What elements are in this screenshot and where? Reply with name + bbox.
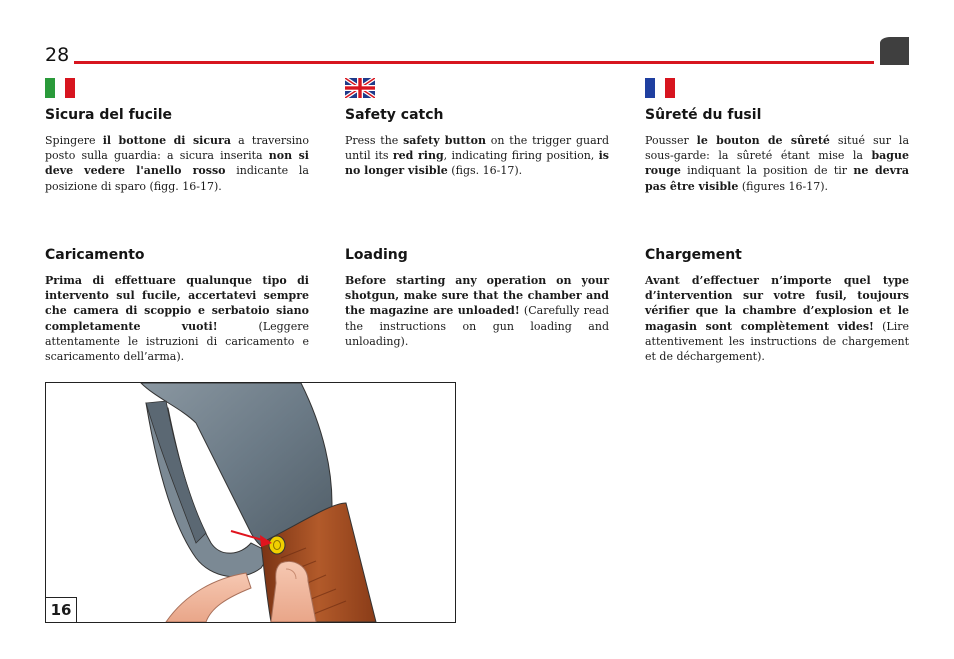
- text-run: Press the: [345, 134, 404, 147]
- text-run: (Carefully read the instructions on gun loading and unloading).: [345, 304, 609, 348]
- text-run: (Leggere attentamente le istruzioni di caricamento e scaricamento dell’arma).: [45, 319, 309, 364]
- section-body: [345, 133, 609, 179]
- section-tab: [880, 37, 909, 65]
- bold-run: le bouton de sûreté: [696, 134, 830, 147]
- section-body: [645, 133, 909, 194]
- section-heading: Sicura del fucile: [45, 107, 173, 123]
- safety-button-icon: [269, 536, 285, 554]
- text-run: on the trigger guard until its: [345, 134, 609, 163]
- bold-run: Before starting any operation on your shotgun, make sure that the chamber and the magazine are unloaded!: [345, 274, 609, 318]
- bold-run: bague rouge: [645, 149, 909, 178]
- section-body: [45, 273, 309, 364]
- header-rule: [74, 61, 874, 64]
- bold-run: Prima di effettuare qualunque tipo di intervento sul fucile, accertatevi sempre che camera di scoppio e serbatoio siano completamente vuoti!: [45, 274, 309, 333]
- section-heading: Chargement: [645, 247, 742, 263]
- text-run: indiquant la position de tir: [680, 164, 854, 178]
- section-heading: Loading: [345, 247, 408, 263]
- text-run: , indicating firing position,: [443, 149, 599, 163]
- text-run: Spingere: [45, 134, 103, 147]
- column-french: [645, 78, 909, 378]
- section-body: [45, 133, 309, 194]
- page-number: 28: [45, 44, 70, 66]
- bold-run: red ring: [392, 149, 444, 163]
- section-body: [345, 273, 609, 349]
- bold-run: ne devra pas être visible: [645, 164, 909, 193]
- bold-run: non si deve vedere l'anello rosso: [45, 149, 309, 178]
- column-italian: [45, 78, 309, 378]
- bold-run: safety button: [403, 134, 486, 147]
- text-run: situé sur la sous-garde: la sûreté étant mise la: [645, 134, 909, 163]
- text-run: (Lire attentivement les instructions de chargement et de déchargement).: [645, 319, 909, 364]
- france-flag-icon: [645, 78, 675, 98]
- figure-number: 16: [46, 597, 77, 622]
- bold-run: is no longer visible: [345, 149, 609, 178]
- bold-run: il bottone di sicura: [102, 134, 231, 147]
- section-heading: Sûreté du fusil: [645, 107, 762, 123]
- shotgun-illustration: [46, 383, 455, 622]
- figure-16: [45, 382, 456, 623]
- uk-flag-icon: [345, 78, 375, 98]
- italy-flag-icon: [45, 78, 75, 98]
- section-heading: Safety catch: [345, 107, 444, 123]
- section-heading: Caricamento: [45, 247, 145, 263]
- section-body: [645, 273, 909, 364]
- text-run: (figures 16-17).: [738, 179, 829, 193]
- bold-run: Avant d’effectuer n’importe quel type d’intervention sur votre fusil, toujours vérifier que la chambre d’explosion et le magasin sont complètement vides!: [645, 274, 909, 333]
- column-english: [345, 78, 609, 378]
- text-run: Pousser: [645, 134, 697, 147]
- text-run: (figs. 16-17).: [447, 164, 523, 178]
- text-run: indicante la posizione di sparo (figg. 16-17).: [45, 164, 309, 193]
- text-run: a traversino posto sulla guardia: a sicura inserita: [45, 134, 309, 163]
